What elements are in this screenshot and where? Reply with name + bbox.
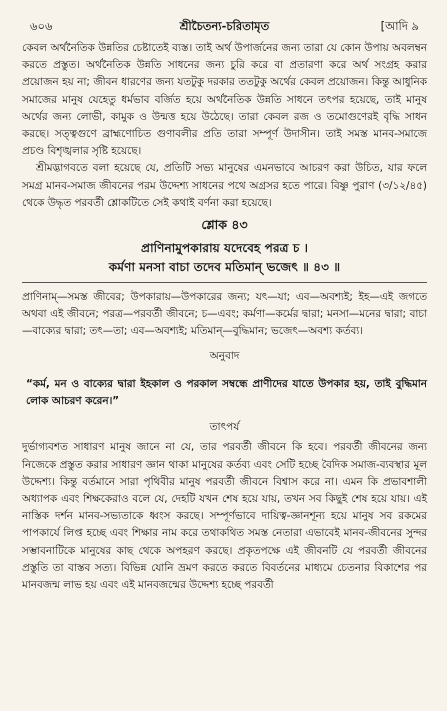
running-title: শ্রীচৈতন্য-চরিতামৃত xyxy=(179,19,270,33)
translation-text: “কর্ম, মন ও বাক্যের দ্বারা ইহকাল ও পরকাল সম্বন্ধে প্রাণীদের যাতে উপকার হয়, তাই বুদ্ধিমান লোক আচরণ করেন।” xyxy=(26,378,427,408)
verse-heading: শ্লোক ৪৩ xyxy=(201,217,248,233)
body-paragraph: শ্রীমদ্ভাগবতে বলা হয়েছে যে, প্রতিটি সভ্য মানুষের এমনভাবে আচরণ করা উচিত, যার ফলে সমগ্র মানব-সমাজ জীবনের পরম উদ্দেশ্য সাধনের পথে অগ্রসর হতে পারে। বিষ্ণু পুরাণ (৩/১২/৪৫) থেকে উদ্ধৃত পরবর্তী শ্লোকটিতে সেই কথাই বর্ণনা করা হয়েছে। xyxy=(22,162,427,209)
divider xyxy=(22,282,427,283)
chapter-reference: [আদি ৯ xyxy=(380,19,419,33)
purport-text: দুর্ভাগ্যবশত সাধারণ মানুষ জানে না যে, তার পরবর্তী জীবনে কি হবে। পরবর্তী জীবনের জন্য নিজেকে প্রস্তুত করার সাধারণ জ্ঞান থাকা মানুষের কর্তব্য এবং সেটি হচ্ছে বৈদিক সমাজ-ব্যবস্থার মূল উদ্দেশ্য। কিন্তু বর্তমানে সারা পৃথিবীর মানুষ পরবর্তী জীবনে বিশ্বাস করে না। এমন কি প্রভাবশালী অধ্যাপক এবং শিক্ষকেরাও বলে যে, দেহটি যখন শেষ হয়ে যায়, তখন সব কিছুই শেষ হয়ে যায়। এই নাস্তিক দর্শন মানব-সভ্যতাকে ধ্বংস করছে। সম্পূর্ণভাবে দায়িত্ব-জ্ঞানশূন্য হয়ে মানুষ সব রকমের পাপকার্যে লিপ্ত হচ্ছে এবং শিক্ষার নাম করে তথাকথিত সমস্ত নেতারা এভাবেই মানব-জীবনের সুন্দর সম্ভাবনাটিকে মানুষের কাছ থেকে অপহরণ করছে। প্রকৃতপক্ষে এই জীবনটি যে পরবর্তী জীবনের প্রস্তুতি তা বাস্তব সত্য। বিভিন্ন যোনি ভ্রমণ করতে করতে বিবর্তনের মাধ্যমে চেতনার বিকাশের পর মানবজন্ম লাভ হয় এবং এই মানবজন্মের উদ্দেশ্য হচ্ছে পরবর্তী xyxy=(22,441,427,592)
purport-title: তাৎপর্য xyxy=(209,421,240,434)
page-header xyxy=(22,12,427,34)
page-number: ৬০৬ xyxy=(30,19,53,33)
verse-line: প্রাণিনামুপকারায় যদেবেহ পরত্র চ । xyxy=(140,241,309,256)
translation-title: অনুবাদ xyxy=(209,349,240,362)
body-paragraph: কেবল অর্থনৈতিক উন্নতির চেষ্টাতেই ব্যস্ত। তাই অর্থ উপার্জনের জন্য তারা যে কোন উপায় অবলম্বন করতে প্রস্তুত। অর্থনৈতিক উন্নতি সাধনের জন্য চুরি করে বা প্রতারণা করে অর্থ সংগ্রহ করার প্রয়োজন হয় না; জীবন ধারণের জন্য যতটুকু দরকার ততটুকু অর্থের কেবল প্রয়োজন। কিন্তু আধুনিক সমাজের মানুষ যেহেতু ধর্মভাব বর্জিত হয়ে অর্থনৈতিক উন্নতি সাধনে তৎপর হয়েছে, তাই মানুষ অর্থের জন্য লোভী, কামুক ও উন্মত্ত হয়ে উঠেছে। তারা কেবল রজ ও তমোগুণেরই বৃদ্ধি সাধন করছে। সত্ত্বগুণে ব্রাহ্মণোচিত গুণাবলীর প্রতি তারা সম্পূর্ণ উদাসীন। তাই সমস্ত মানব-সমাজে প্রচণ্ড বিশৃঙ্খলার সৃষ্টি হয়েছে। xyxy=(22,42,427,158)
word-synonyms: প্রাণিনাম্—সমস্ত জীবের; উপকারায়—উপকারের জন্য; যৎ—যা; এব—অবশ্যই; ইহ—এই জগতে অথবা এই জীবনে; পরত্র—পরবর্তী জীবনে; চ—এবং; কর্মণা—কর্মের দ্বারা; মনসা—মনের দ্বারা; বাচা—বাক্যের দ্বারা; তৎ—তা; এব—অবশ্যই; মতিমান্—বুদ্ধিমান; ভজেৎ—অবশ্য কর্তব্য। xyxy=(22,291,427,338)
verse-line: কর্মণা মনসা বাচা তদেব মতিমান্ ভজেৎ ॥ ৪৩ ॥ xyxy=(108,260,341,275)
